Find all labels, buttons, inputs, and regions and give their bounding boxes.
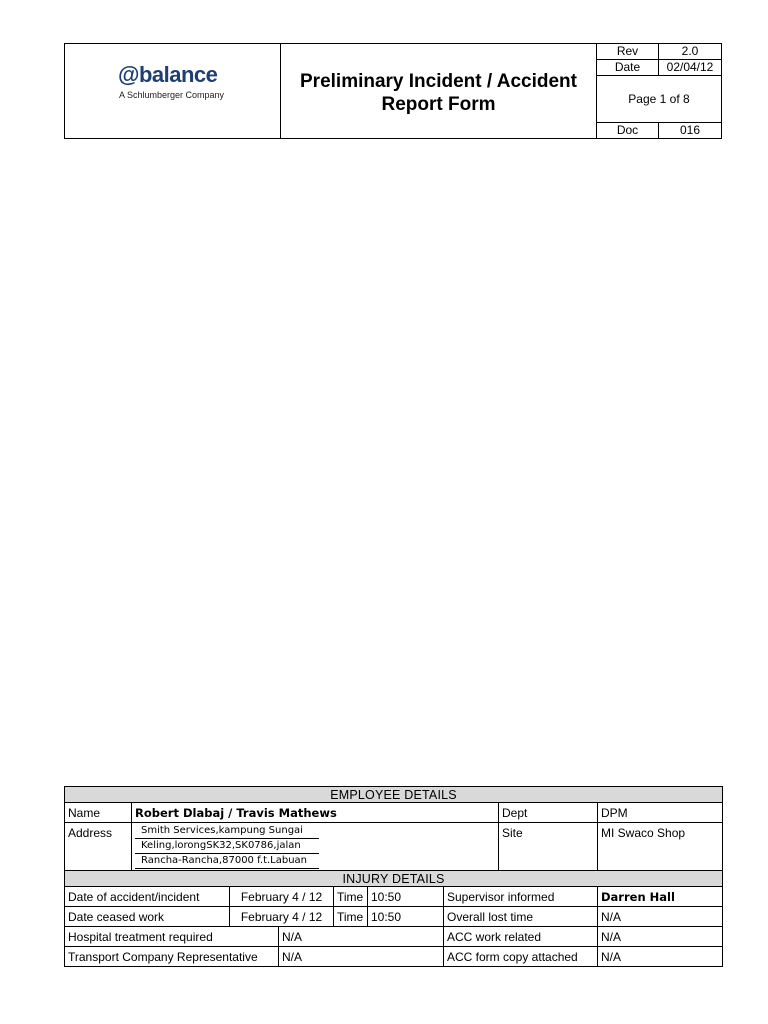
logo-text: @balance (118, 62, 218, 87)
transport-label: Transport Company Representative (65, 947, 279, 967)
name-field (132, 803, 499, 823)
ceased-work-row (65, 907, 723, 927)
transport-row (65, 947, 723, 967)
employee-section-row (65, 787, 723, 803)
document-meta (597, 44, 721, 138)
date-label: Date (597, 60, 659, 75)
address-line-2: Keling,lorongSK32,SK0786,jalan (135, 839, 319, 854)
logo-subtext: A Schlumberger Company (119, 90, 225, 100)
hospital-value: N/A (279, 927, 444, 947)
doc-value: 016 (679, 123, 701, 137)
dept-label: Dept (499, 803, 598, 823)
acc-work-value: N/A (598, 927, 723, 947)
company-logo (65, 44, 281, 138)
supervisor-label: Supervisor informed (444, 887, 598, 907)
details-table (64, 786, 723, 967)
rev-value: 2.0 (681, 44, 699, 58)
date-ceased-value: February 4 / 12 (230, 907, 334, 927)
time-accident-value: 10:50 (368, 887, 444, 907)
time-label-1: Time (334, 887, 368, 907)
title-cell (281, 44, 597, 138)
lost-time-label: Overall lost time (444, 907, 598, 927)
address-line-1: Smith Services,kampung Sungai (135, 824, 319, 839)
dept-value: DPM (598, 803, 723, 823)
site-value: MI Swaco Shop (598, 823, 723, 871)
document-header (64, 43, 722, 139)
address-field (132, 823, 499, 871)
hospital-row (65, 927, 723, 947)
supervisor-value: Darren Hall (598, 887, 723, 907)
rev-label: Rev (597, 44, 659, 59)
acc-work-label: ACC work related (444, 927, 598, 947)
date-value: 02/04/12 (666, 60, 714, 74)
rev-row (597, 44, 721, 60)
name-row (65, 803, 723, 823)
doc-row (597, 122, 721, 138)
transport-value: N/A (279, 947, 444, 967)
acc-form-value: N/A (598, 947, 723, 967)
accident-date-row (65, 887, 723, 907)
injury-details-header: INJURY DETAILS (65, 871, 723, 887)
time-ceased-value: 10:50 (368, 907, 444, 927)
address-label: Address (65, 823, 132, 871)
doc-label: Doc (597, 123, 659, 138)
acc-form-label: ACC form copy attached (444, 947, 598, 967)
name-value: Robert Dlabaj / Travis Mathews (135, 805, 337, 820)
date-accident-value: February 4 / 12 (230, 887, 334, 907)
time-label-2: Time (334, 907, 368, 927)
lost-time-value: N/A (598, 907, 723, 927)
name-label: Name (65, 803, 132, 823)
address-row (65, 823, 723, 871)
document-title: Preliminary Incident / Accident Report Form (300, 71, 577, 115)
date-ceased-label: Date ceased work (65, 907, 230, 927)
employee-details-header: EMPLOYEE DETAILS (65, 787, 723, 803)
injury-section-row (65, 871, 723, 887)
address-line-3: Rancha-Rancha,87000 f.t.Labuan (135, 854, 319, 869)
page-number: Page 1 of 8 (628, 92, 690, 106)
date-accident-label: Date of accident/incident (65, 887, 230, 907)
hospital-label: Hospital treatment required (65, 927, 279, 947)
site-label: Site (499, 823, 598, 871)
date-row (597, 60, 721, 76)
